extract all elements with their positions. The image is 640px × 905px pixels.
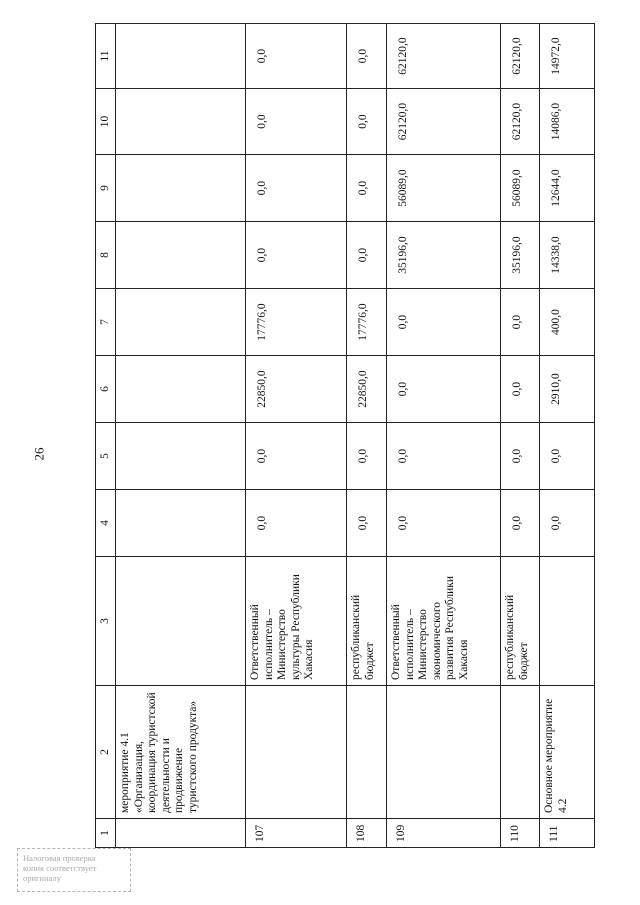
table-cell: 107: [246, 819, 347, 848]
table-cell: [540, 557, 595, 686]
column-header: 11: [96, 24, 116, 89]
table-cell: 0,0: [347, 222, 387, 289]
table-row: [246, 24, 347, 848]
table-cell: 0,0: [246, 423, 347, 490]
table-cell: 0,0: [246, 89, 347, 155]
table-cell: 0,0: [246, 24, 347, 89]
table-cell: республиканский бюджет: [347, 557, 387, 686]
table-cell: 0,0: [387, 289, 501, 356]
budget-table-rotated: [95, 37, 574, 848]
table-row: [347, 24, 387, 848]
table-cell: 0,0: [540, 423, 595, 490]
column-header: 1: [96, 819, 116, 848]
table-cell: 12644,0: [540, 155, 595, 222]
table-cell: 22850,0: [347, 356, 387, 423]
table-cell: 0,0: [387, 490, 501, 557]
column-header: 4: [96, 490, 116, 557]
table-cell: 56089,0: [387, 155, 501, 222]
table-cell: 0,0: [387, 423, 501, 490]
table-cell: 17776,0: [246, 289, 347, 356]
table-cell: 62120,0: [501, 89, 540, 155]
stamp-line: копия соответствует: [23, 863, 97, 873]
table-cell: 22850,0: [246, 356, 347, 423]
column-header: 8: [96, 222, 116, 289]
table-cell: 0,0: [347, 24, 387, 89]
table-cell: 14338,0: [540, 222, 595, 289]
table-cell: [246, 686, 347, 819]
table-cell: [116, 24, 246, 89]
table-cell: [116, 289, 246, 356]
table-cell: [116, 819, 246, 848]
table-cell: 17776,0: [347, 289, 387, 356]
table-row: [501, 24, 540, 848]
column-header: 6: [96, 356, 116, 423]
table-cell: [347, 686, 387, 819]
table-header-row: [96, 24, 116, 848]
budget-table: [95, 23, 595, 848]
table-cell: 0,0: [501, 490, 540, 557]
table-cell: [116, 356, 246, 423]
table-cell: Ответственный исполнитель – Министерство экономического развития Республики Хакасия: [387, 557, 501, 686]
table-cell: 400,0: [540, 289, 595, 356]
table-cell: Ответственный исполнитель – Министерство культуры Республики Хакасия: [246, 557, 347, 686]
page-number: 26: [31, 447, 47, 461]
table-cell: 35196,0: [501, 222, 540, 289]
table-cell: 62120,0: [387, 89, 501, 155]
column-header: 3: [96, 557, 116, 686]
table-cell: 35196,0: [387, 222, 501, 289]
table-cell: 2910,0: [540, 356, 595, 423]
table-cell: [116, 155, 246, 222]
table-cell: [116, 423, 246, 490]
table-cell: 56089,0: [501, 155, 540, 222]
table-cell: [501, 686, 540, 819]
column-header: 5: [96, 423, 116, 490]
table-cell: 0,0: [501, 356, 540, 423]
table-row: [116, 24, 246, 848]
table-cell: республиканский бюджет: [501, 557, 540, 686]
column-header: 2: [96, 686, 116, 819]
table-cell: [116, 557, 246, 686]
table-cell: [116, 490, 246, 557]
column-header: 10: [96, 89, 116, 155]
table-cell: 0,0: [347, 423, 387, 490]
table-cell: 108: [347, 819, 387, 848]
table-cell: 110: [501, 819, 540, 848]
table-cell: [387, 686, 501, 819]
table-cell: 0,0: [387, 356, 501, 423]
table-cell: 0,0: [246, 222, 347, 289]
table-cell: 0,0: [347, 89, 387, 155]
table-cell: [116, 222, 246, 289]
table-cell: 0,0: [347, 490, 387, 557]
table-cell: мероприятие 4.1 «Организация, координация туристской деятельности и продвижение туристского продукта»: [116, 686, 246, 819]
table-row: [540, 24, 595, 848]
stamp-line: Налоговая проверка: [23, 853, 96, 863]
table-cell: 0,0: [246, 490, 347, 557]
table-cell: Основное мероприятие 4.2: [540, 686, 595, 819]
table-cell: 111: [540, 819, 595, 848]
column-header: 9: [96, 155, 116, 222]
table-cell: 0,0: [501, 423, 540, 490]
table-cell: 0,0: [501, 289, 540, 356]
stamp-line: оригиналу: [23, 873, 61, 883]
table-cell: 0,0: [540, 490, 595, 557]
table-row: [387, 24, 501, 848]
table-cell: 14972,0: [540, 24, 595, 89]
table-cell: 62120,0: [501, 24, 540, 89]
verification-stamp: [17, 848, 131, 892]
table-cell: 109: [387, 819, 501, 848]
table-cell: 14086,0: [540, 89, 595, 155]
table-cell: 0,0: [347, 155, 387, 222]
column-header: 7: [96, 289, 116, 356]
table-cell: 62120,0: [387, 24, 501, 89]
table-cell: 0,0: [246, 155, 347, 222]
table-cell: [116, 89, 246, 155]
